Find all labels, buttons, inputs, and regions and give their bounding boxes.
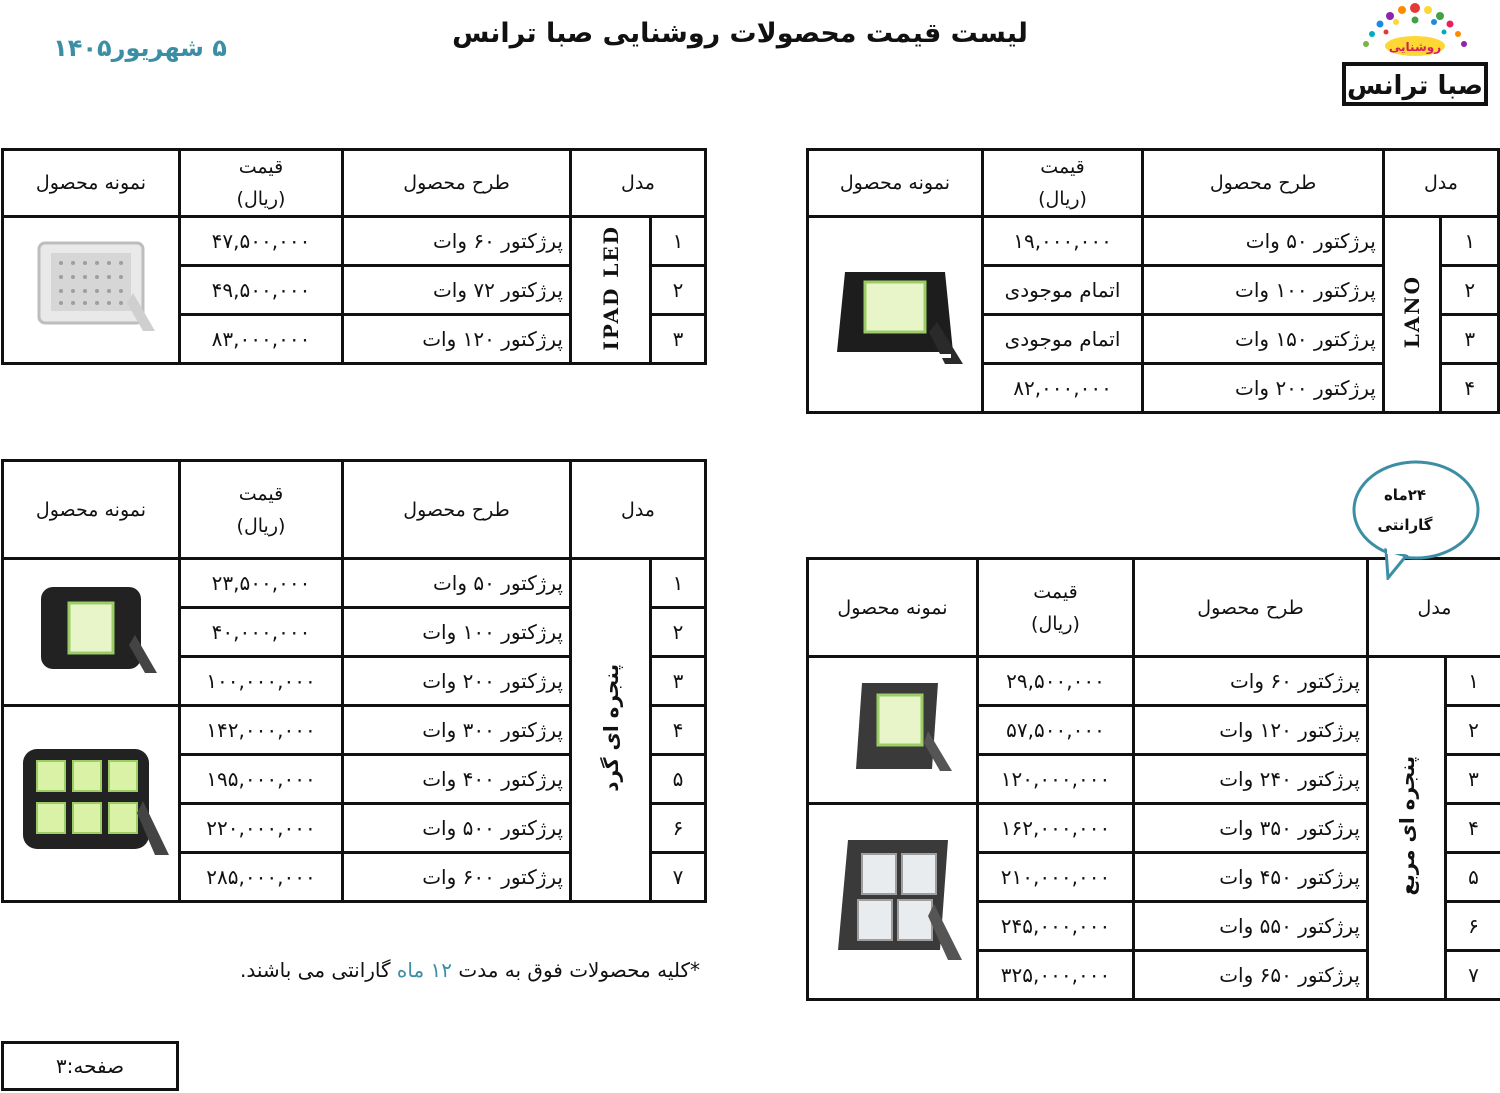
- header-sample: نمونه محصول: [808, 150, 983, 217]
- row-number: ۳: [1446, 755, 1500, 804]
- product-name: پرژکتور ۱۰۰ وات: [343, 608, 571, 657]
- model-name: پنجره ای گرد: [598, 663, 623, 792]
- header-sample: نمونه محصول: [3, 150, 180, 217]
- saba-trans-logo: [1330, 0, 1500, 110]
- floodlight-lano-image: [808, 217, 983, 413]
- row-number: ۷: [1446, 951, 1500, 1000]
- product-price: ۴۹,۵۰۰,۰۰۰: [180, 266, 343, 315]
- price-table-round-window: [1, 459, 707, 903]
- product-name: پرژکتور ۱۲۰ وات: [343, 315, 571, 364]
- logo-top-text: روشنایی: [1388, 40, 1442, 54]
- product-name: پرژکتور ۶۰ وات: [343, 217, 571, 266]
- product-name: پرژکتور ۲۰۰ وات: [343, 657, 571, 706]
- product-price: ۱۲۰,۰۰۰,۰۰۰: [978, 755, 1134, 804]
- product-name: پرژکتور ۶۵۰ وات: [1134, 951, 1368, 1000]
- row-number: ۲: [1446, 706, 1500, 755]
- header-design: طرح محصول: [343, 461, 571, 559]
- header-price: قیمت (ریال): [180, 150, 343, 217]
- product-name: پرژکتور ۴۵۰ وات: [1134, 853, 1368, 902]
- product-name: پرژکتور ۷۲ وات: [343, 266, 571, 315]
- header-design: طرح محصول: [343, 150, 571, 217]
- product-name: پرژکتور ۵۰۰ وات: [343, 804, 571, 853]
- product-name: پرژکتور ۲۰۰ وات: [1143, 364, 1384, 413]
- row-number: ۷: [651, 853, 706, 902]
- row-number: ۳: [651, 315, 706, 364]
- floodlight-ipad-image: [3, 217, 180, 364]
- header-model: مدل: [571, 150, 706, 217]
- price-table-lano: [806, 148, 1500, 414]
- row-number: ۶: [651, 804, 706, 853]
- header-model: مدل: [1383, 150, 1498, 217]
- product-name: پرژکتور ۱۲۰ وات: [1134, 706, 1368, 755]
- price-table-square-window: [806, 557, 1500, 1001]
- product-name: پرژکتور ۵۵۰ وات: [1134, 902, 1368, 951]
- model-cell: [1368, 657, 1446, 1000]
- product-name: پرژکتور ۶۰۰ وات: [343, 853, 571, 902]
- product-price: ۸۳,۰۰۰,۰۰۰: [180, 315, 343, 364]
- product-name: پرژکتور ۱۵۰ وات: [1143, 315, 1384, 364]
- row-number: ۲: [651, 608, 706, 657]
- row-number: ۱: [651, 217, 706, 266]
- product-price: ۱۶۲,۰۰۰,۰۰۰: [978, 804, 1134, 853]
- header-model: مدل: [1368, 559, 1500, 657]
- product-name: پرژکتور ۴۰۰ وات: [343, 755, 571, 804]
- row-number: ۳: [1441, 315, 1499, 364]
- document-date: ۵ شهریور۱۴۰۵: [53, 34, 227, 62]
- price-table-ipad-led: [1, 148, 707, 365]
- row-number: ۴: [1446, 804, 1500, 853]
- warranty-label: ۲۴ماه گارانتی: [1377, 486, 1433, 534]
- product-name: پرژکتور ۵۰ وات: [343, 559, 571, 608]
- floodlight-round-multi-image: [3, 706, 180, 902]
- product-price: ۲۹,۵۰۰,۰۰۰: [978, 657, 1134, 706]
- product-price: ۳۲۵,۰۰۰,۰۰۰: [978, 951, 1134, 1000]
- product-price: ۲۲۰,۰۰۰,۰۰۰: [180, 804, 343, 853]
- floodlight-square-quad-image: [808, 804, 978, 1000]
- model-cell: [571, 559, 651, 902]
- product-name: پرژکتور ۱۰۰ وات: [1143, 266, 1384, 315]
- product-price: اتمام موجودی: [982, 266, 1142, 315]
- model-name: LANO: [1400, 275, 1425, 349]
- product-price: ۱۴۲,۰۰۰,۰۰۰: [180, 706, 343, 755]
- product-price: ۲۱۰,۰۰۰,۰۰۰: [978, 853, 1134, 902]
- document-title: لیست قیمت محصولات روشنایی صبا ترانس: [452, 18, 1028, 49]
- header-sample: نمونه محصول: [808, 559, 978, 657]
- product-name: پرژکتور ۵۰ وات: [1143, 217, 1384, 266]
- row-number: ۱: [1446, 657, 1500, 706]
- product-price: ۴۰,۰۰۰,۰۰۰: [180, 608, 343, 657]
- product-price: ۴۷,۵۰۰,۰۰۰: [180, 217, 343, 266]
- header-price: قیمت (ریال): [982, 150, 1142, 217]
- product-price: ۲۸۵,۰۰۰,۰۰۰: [180, 853, 343, 902]
- product-name: پرژکتور ۲۴۰ وات: [1134, 755, 1368, 804]
- product-name: پرژکتور ۳۰۰ وات: [343, 706, 571, 755]
- row-number: ۵: [651, 755, 706, 804]
- row-number: ۴: [651, 706, 706, 755]
- row-number: ۶: [1446, 902, 1500, 951]
- page-number: صفحه:۳: [1, 1041, 179, 1091]
- floodlight-square-small-image: [808, 657, 978, 804]
- header-sample: نمونه محصول: [3, 461, 180, 559]
- header-price: قیمت (ریال): [180, 461, 343, 559]
- floodlight-round-small-image: [3, 559, 180, 706]
- header-price: قیمت (ریال): [978, 559, 1134, 657]
- warranty-note: *کلیه محصولات فوق به مدت ۱۲ ماه گارانتی می باشند.: [240, 958, 700, 982]
- model-cell: [571, 217, 651, 364]
- product-price: ۵۷,۵۰۰,۰۰۰: [978, 706, 1134, 755]
- row-number: ۴: [1441, 364, 1499, 413]
- product-price: ۲۳,۵۰۰,۰۰۰: [180, 559, 343, 608]
- model-name: پنجره ای مربع: [1394, 755, 1419, 896]
- product-price: ۱۹,۰۰۰,۰۰۰: [982, 217, 1142, 266]
- model-cell: [1383, 217, 1441, 413]
- product-name: پرژکتور ۶۰ وات: [1134, 657, 1368, 706]
- row-number: ۲: [1441, 266, 1499, 315]
- header-design: طرح محصول: [1134, 559, 1368, 657]
- row-number: ۲: [651, 266, 706, 315]
- product-price: ۸۲,۰۰۰,۰۰۰: [982, 364, 1142, 413]
- product-price: ۱۹۵,۰۰۰,۰۰۰: [180, 755, 343, 804]
- header-model: مدل: [571, 461, 706, 559]
- product-price: اتمام موجودی: [982, 315, 1142, 364]
- row-number: ۳: [651, 657, 706, 706]
- row-number: ۵: [1446, 853, 1500, 902]
- product-price: ۲۴۵,۰۰۰,۰۰۰: [978, 902, 1134, 951]
- header-design: طرح محصول: [1143, 150, 1384, 217]
- logo-main-text: صبا ترانس: [1347, 71, 1483, 101]
- row-number: ۱: [1441, 217, 1499, 266]
- product-price: ۱۰۰,۰۰۰,۰۰۰: [180, 657, 343, 706]
- row-number: ۱: [651, 559, 706, 608]
- product-name: پرژکتور ۳۵۰ وات: [1134, 804, 1368, 853]
- model-name: IPAD LED: [598, 224, 623, 351]
